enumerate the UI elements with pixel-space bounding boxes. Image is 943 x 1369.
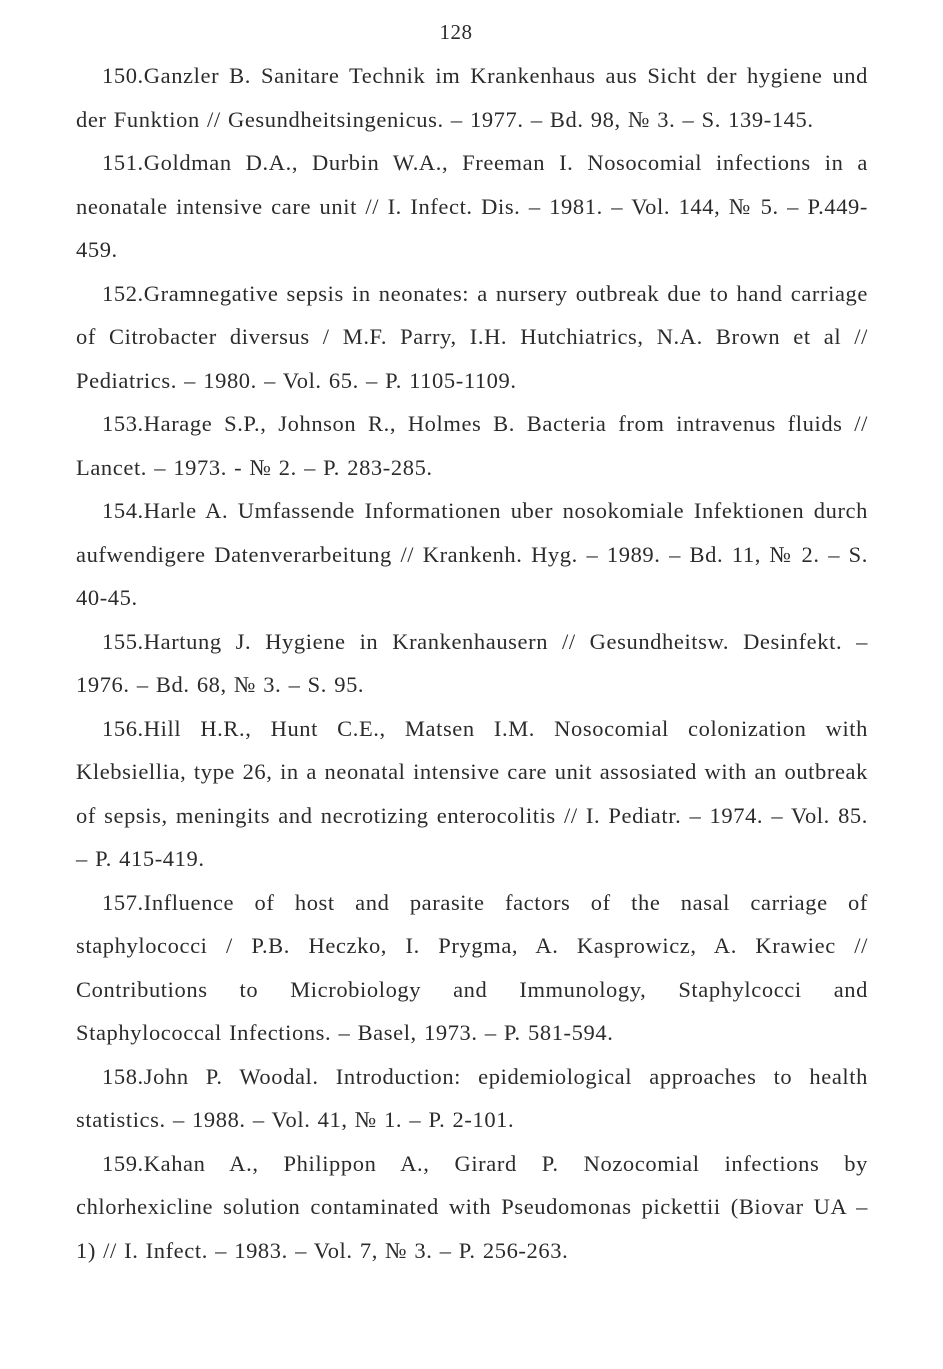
reference-item-152: 152.Gramnegative sepsis in neonates: a nursery outbreak due to hand carriage of Citrobacter diversus / M.F. Parry, I.H. Hutchiatrics, N.A. Brown et al // Pediatrics. – 1980. – Vol. 65. – P. 1105-1109. bbox=[76, 280, 868, 393]
reference-item-156: 156.Hill H.R., Hunt C.E., Matsen I.M. Nosocomial colonization with Klebsiellia, type 26, in a neonatal intensive care unit assosiated with an outbreak of sepsis, meningits and necrotizing enterocolitis // I. Pediatr. – 1974. – Vol. 85. – P. 415-419. bbox=[76, 715, 868, 871]
reference-item-154: 154.Harle A. Umfassende Informationen uber nosokomiale Infektionen durch aufwendigere Datenverarbeitung // Krankenh. Hyg. – 1989. – Bd. 11, № 2. – S. 40-45. bbox=[76, 498, 868, 610]
reference-item-157: 157.Influence of host and parasite factors of the nasal carriage of staphylococci / P.B. Heczko, I. Prygma, A. Kasprowicz, A. Krawiec // Contributions to Microbiology and Immunology, Staphylcocci and Staphylococcal Infections. – Basel, 1973. – P. 581-594. bbox=[76, 889, 868, 1045]
page-number: 128 bbox=[439, 20, 473, 44]
reference-item-158: 158.John P. Woodal. Introduction: epidemiological approaches to health statistics. – 1988. – Vol. 41, № 1. – P. 2-101. bbox=[76, 1063, 868, 1132]
reference-item-159: 159.Kahan A., Philippon A., Girard P. Nozocomial infections by chlorhexicline solution contaminated with Pseudomonas pickettii (Biovar UA – 1) // I. Infect. – 1983. – Vol. 7, № 3. – P. 256-263. bbox=[76, 1150, 868, 1263]
reference-item-150: 150.Ganzler B. Sanitare Technik im Krankenhaus aus Sicht der hygiene und der Funktion // Gesundheitsingenicus. – 1977. – Bd. 98, № 3. – S. 139-145. bbox=[76, 63, 868, 132]
reference-item-153: 153.Harage S.P., Johnson R., Holmes B. Bacteria from intravenus fluids // Lancet. – 1973. - № 2. – P. 283-285. bbox=[76, 411, 868, 480]
reference-item-151: 151.Goldman D.A., Durbin W.A., Freeman I. Nosocomial infections in a neonatale intensive care unit // I. Infect. Dis. – 1981. – Vol. 144, № 5. – P.449-459. bbox=[76, 150, 868, 262]
reference-list bbox=[76, 54, 868, 1272]
reference-item-155: 155.Hartung J. Hygiene in Krankenhausern // Gesundheitsw. Desinfekt. – 1976. – Bd. 68, № 3. – S. 95. bbox=[76, 628, 868, 697]
